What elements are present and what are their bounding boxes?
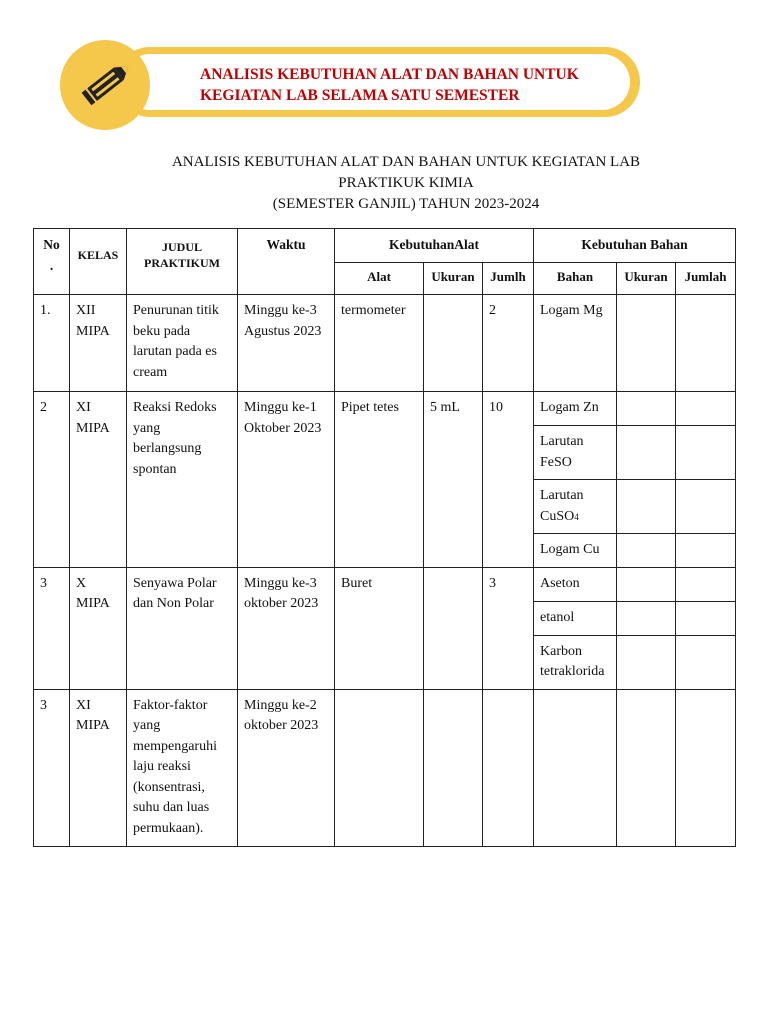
cell-bahan-text: Larutan CuSO <box>540 488 584 524</box>
cell-waktu: Minggu ke-3 oktober 2023 <box>238 567 335 689</box>
header-alat: Alat <box>335 263 424 295</box>
cell-bahan: Karbon tetraklorida <box>534 635 617 689</box>
cell-bahan: Logam Cu <box>534 534 617 568</box>
cell-no: 2 <box>34 392 70 568</box>
cell-jumlah: 2 <box>483 295 534 392</box>
cell-no: 3 <box>34 567 70 689</box>
table-row <box>34 295 736 392</box>
cell-ukuran-bahan <box>617 567 676 601</box>
header-kebutuhan-bahan <box>534 229 736 263</box>
cell-ukuran <box>424 689 483 846</box>
header-judul <box>127 229 238 295</box>
cell-ukuran <box>424 295 483 392</box>
cell-bahan: Larutan FeSO <box>534 426 617 480</box>
cell-bahan: Aseton <box>534 567 617 601</box>
heading-line1: ANALISIS KEBUTUHAN ALAT DAN BAHAN UNTUK KEGIATAN LAB <box>171 154 641 170</box>
needs-table <box>33 228 736 847</box>
cell-jumlah-bahan <box>676 392 736 426</box>
header-ukuran-alat: Ukuran <box>424 263 483 295</box>
cell-ukuran-bahan <box>617 635 676 689</box>
cell-bahan <box>534 480 617 534</box>
cell-kelas: X MIPA <box>70 567 127 689</box>
cell-jumlah-bahan <box>676 601 736 635</box>
cell-judul: Penurunan titik beku pada larutan pada es cream <box>127 295 238 392</box>
cell-jumlah-bahan <box>676 567 736 601</box>
cell-jumlah-bahan <box>676 534 736 568</box>
cell-ukuran-bahan <box>617 689 676 846</box>
cell-bahan: etanol <box>534 601 617 635</box>
cell-jumlah: 3 <box>483 567 534 689</box>
heading-line2: PRAKTIKUK KIMIA <box>338 175 474 191</box>
table-row <box>34 392 736 426</box>
cell-bahan <box>534 689 617 846</box>
cell-judul: Senyawa Polar dan Non Polar <box>127 567 238 689</box>
header-jumlah-bahan: Jumlah <box>676 263 736 295</box>
cell-ukuran-bahan <box>617 295 676 392</box>
pencil-icon <box>78 54 136 112</box>
cell-waktu: Minggu ke-3 Agustus 2023 <box>238 295 335 392</box>
cell-ukuran-bahan <box>617 601 676 635</box>
header-jumlah-alat: Jumlh <box>483 263 534 295</box>
cell-ukuran-bahan <box>617 480 676 534</box>
cell-judul: Reaksi Redoks yang berlangsung spontan <box>127 392 238 568</box>
cell-jumlah-bahan <box>676 295 736 392</box>
header-judul-line1: JUDUL <box>161 240 202 254</box>
banner-title-line2: KEGIATAN LAB SELAMA SATU SEMESTER <box>200 87 520 104</box>
cell-kelas: XI MIPA <box>70 392 127 568</box>
cell-alat <box>335 689 424 846</box>
cell-jumlah-bahan <box>676 689 736 846</box>
cell-jumlah-bahan <box>676 635 736 689</box>
banner-circle <box>60 40 150 130</box>
header-kebutuhan-bahan-text: Kebutuhan Bahan <box>581 237 688 252</box>
cell-bahan: Logam Mg <box>534 295 617 392</box>
header-no-dot: . <box>49 257 54 273</box>
cell-ukuran-bahan <box>617 534 676 568</box>
cell-bahan: Logam Zn <box>534 392 617 426</box>
header-kebutuhan-alat-text: KebutuhanAlat <box>388 237 480 252</box>
cell-no: 1. <box>34 295 70 392</box>
table-header-row <box>34 229 736 263</box>
header-kebutuhan-alat <box>335 229 534 263</box>
header-waktu <box>238 229 335 295</box>
cell-jumlah-bahan <box>676 426 736 480</box>
cell-jumlah-bahan <box>676 480 736 534</box>
document-heading <box>0 152 768 215</box>
cell-alat: Buret <box>335 567 424 689</box>
cell-alat: termometer <box>335 295 424 392</box>
header-kelas-text: KELAS <box>77 248 119 262</box>
cell-alat: Pipet tetes <box>335 392 424 568</box>
cell-ukuran <box>424 567 483 689</box>
cell-jumlah <box>483 689 534 846</box>
cell-waktu: Minggu ke-1 Oktober 2023 <box>238 392 335 568</box>
heading-line3: (SEMESTER GANJIL) TAHUN 2023-2024 <box>272 196 540 212</box>
table-row <box>34 689 736 846</box>
cell-no: 3 <box>34 689 70 846</box>
cell-ukuran-bahan <box>617 426 676 480</box>
cell-jumlah: 10 <box>483 392 534 568</box>
header-no-text: No <box>43 237 60 252</box>
cell-kelas: XI MIPA <box>70 689 127 846</box>
cell-ukuran-bahan <box>617 392 676 426</box>
header-judul-line2: PRAKTIKUM <box>144 256 220 270</box>
cell-judul: Faktor-faktor yang mempengaruhi laju reaksi (konsentrasi, suhu dan luas permukaan). <box>127 689 238 846</box>
cell-waktu: Minggu ke-2 oktober 2023 <box>238 689 335 846</box>
cell-ukuran: 5 mL <box>424 392 483 568</box>
banner-title-line1: ANALISIS KEBUTUHAN ALAT DAN BAHAN UNTUK <box>200 66 579 83</box>
table-row <box>34 567 736 601</box>
header-bahan: Bahan <box>534 263 617 295</box>
cell-kelas: XII MIPA <box>70 295 127 392</box>
header-ukuran-bahan: Ukuran <box>617 263 676 295</box>
subscript-4: 4 <box>574 511 579 522</box>
header-waktu-text: Waktu <box>266 237 306 252</box>
banner-title <box>200 64 620 106</box>
header-no <box>34 229 70 295</box>
title-banner <box>60 40 640 130</box>
header-kelas <box>70 229 127 295</box>
